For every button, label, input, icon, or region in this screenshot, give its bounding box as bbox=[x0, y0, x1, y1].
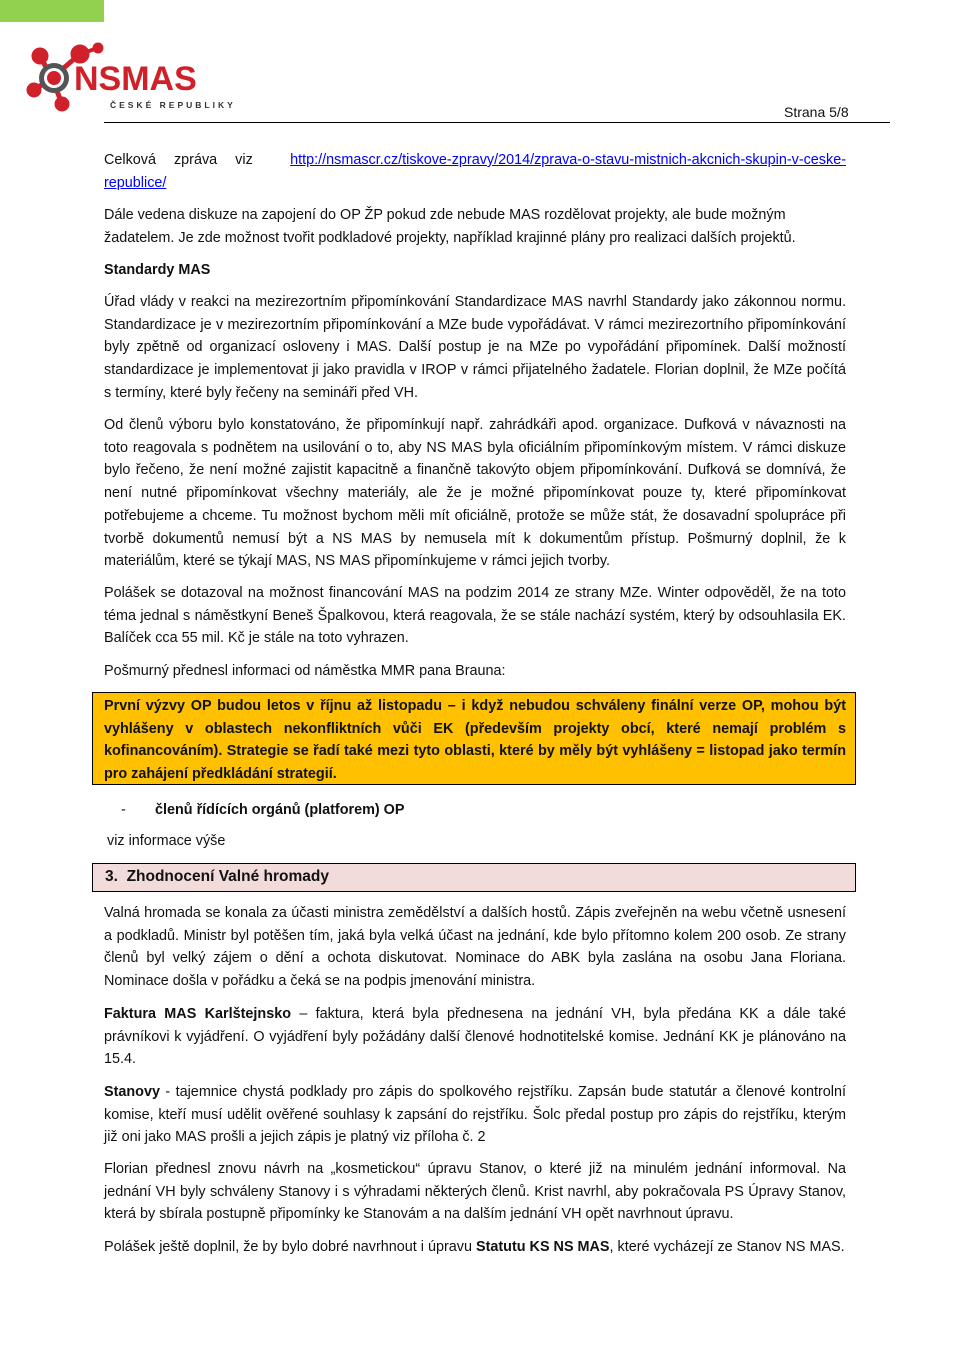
header-rule bbox=[104, 122, 890, 123]
op-zp-line-2: žadatelem. Je zde možnost tvořit podkladové projekty, například krajinné plány pro realizaci dalších projektů. bbox=[104, 229, 796, 246]
list-dash: - bbox=[121, 802, 126, 818]
standardy-paragraph-4: Pošmurný přednesl informaci od náměstka MMR pana Brauna: bbox=[104, 663, 506, 679]
florian-paragraph: Florian přednesl znovu návrh na „kosmetickou“ úpravu Stanov, o které již na minulém jednání informoval. Na jednání VH byly schváleny Stanovy i s výhradami některých členů. Krist navrhl, aby pokračovala PS Úpravy Stanov, která by sbírala postupně připomínky ke Stanovám a na dalším jednání VH opět navrhnout úpravu. bbox=[104, 1161, 846, 1223]
stanovy-paragraph bbox=[104, 1081, 846, 1149]
nsmas-logo bbox=[22, 38, 237, 116]
standardy-paragraph-2: Od členů výboru bylo konstatováno, že připomínkují např. zahrádkáři apod. organizace. Dufková v návaznosti na toto reagovala s podnětem na usilování o to, aby NS MAS byla oficiálním připomínkovým místem. V rámci diskuze bylo řečeno, že není možné zajistit kapacitně a finančně takovýto objem připomínkování. Dufková se domnívá, že není nutné připomínkovat všechny materiály, ale že je možné připomínkovat pouze ty, které připomínkovat potřebujeme a chceme. Tu možnost bychom měli mít oficiálně, protože se může stát, že dosavadní spolupráce při tvorbě dokumentů nemusí být a NS MAS by nemusela mít k dokumentům přístup. Pošmurný doplnil, že k materiálům, které se týkají MAS, NS MAS připomínkujeme v rámci jejich tvorby. bbox=[104, 417, 846, 570]
report-label: Celková zpráva viz bbox=[104, 152, 253, 168]
page-number: Strana 5/8 bbox=[784, 104, 849, 120]
list-item bbox=[121, 799, 404, 821]
list-item-text: členů řídících orgánů (platforem) OP bbox=[155, 802, 405, 818]
report-link[interactable]: http://nsmascr.cz/tiskove-zpravy/2014/zprava-o-stavu-mistnich-akcnich-skupin-v-ceske- bbox=[290, 152, 846, 168]
corner-green-tab bbox=[0, 0, 104, 22]
polasek-text-end: , které vycházejí ze Stanov NS MAS. bbox=[609, 1239, 845, 1255]
standardy-heading: Standardy MAS bbox=[104, 262, 211, 278]
op-zp-line-1: Dále vedena diskuze na zapojení do OP ŽP pokud zde nebude MAS rozdělovat projekty, ale bude možným bbox=[104, 207, 786, 223]
standardy-paragraph-3: Polášek se dotazoval na možnost financování MAS na podzim 2014 ze strany MZe. Winter odpověděl, že na toto téma jednal s náměstkyní Beneš Špalkovou, která reagovala, že se stále nachází systém, který by odsouhlasila EK. Balíček cca 55 mil. Kč je stále na toto vyhrazen. bbox=[104, 585, 846, 647]
logo-sub-text: ČESKÉ REPUBLIKY bbox=[110, 100, 236, 110]
report-link-continued[interactable]: republice/ bbox=[104, 174, 167, 191]
polasek-statut: Statutu KS NS MAS bbox=[476, 1239, 610, 1255]
stanovy-text: - tajemnice chystá podklady pro zápis do spolkového rejstříku. Zapsán bude statutár a členové kontrolní komise, kteří musí udělit ověřené souhlasy k zapsání do rejstříku. Šolc předal postup pro zápis do rejstříku, kterým již oni jako MAS prošli a jejich zápis je platný viz příloha č. 2 bbox=[104, 1084, 846, 1146]
faktura-label: Faktura MAS Karlštejnsko bbox=[104, 1006, 291, 1022]
intro-report-link-block bbox=[104, 149, 846, 194]
faktura-paragraph bbox=[104, 1003, 846, 1071]
standardy-paragraph-1: Úřad vlády v reakci na mezirezortním připomínkování Standardizace MAS navrhl Standardy jako zákonnou normu. Standardizace je v mezirezortním připomínkování a MZe bude vypořádávat. V rámci mezirezortního připomínkování byly zpětně od organizací osloveny i MAS. Další postup je na MZe po vypořádání připomínek. Další možností standardizace je implementovat ji jako pravidla v IROP v rámci přijatelného žadatele. Florian doplnil, že MZe počítá s termíny, které byly řečeny na semináři před VH. bbox=[104, 294, 846, 401]
see-above-note: viz informace výše bbox=[107, 833, 226, 849]
polasek-paragraph bbox=[104, 1236, 846, 1259]
logo-main-text: NSMAS bbox=[74, 60, 197, 98]
section-title: Zhodnocení Valné hromady bbox=[126, 868, 329, 885]
faktura-text: – faktura, která byla přednesena na jednání VH, byla předána KK a dále také právníkovi k vyjádření. O vyjádření byly požádány další členové hodnotitelské komise. Jednání KK je plánováno na 15.4. bbox=[104, 1006, 846, 1068]
section-number: 3. bbox=[105, 868, 118, 885]
highlight-text: První výzvy OP budou letos v říjnu až listopadu – i když nebudou schváleny finální verze OP, mohou být vyhlášeny v oblastech nekonfliktních vůči EK (především projekty obcí, které nemají problém s kofinancováním). Strategie se řadí také mezi tyto oblasti, které by měly být vyhlášeny = listopad jako termín pro zahájení předkládání strategií. bbox=[104, 698, 846, 783]
polasek-text-start: Polášek ještě doplnil, že by bylo dobré navrhnout i úpravu bbox=[104, 1239, 476, 1255]
valna-hromada-paragraph: Valná hromada se konala za účasti ministra zemědělství a dalších hostů. Zápis zveřejněn na webu včetně usnesení a podkladů. Ministr byl potěšen tím, jaká byla velká účast na jednání, kde bylo přítomno kolem 200 osob. Ze strany členů byl velký zájem o dění a ochota diskutovat. Nominace do ABK byla zaslána na osobu Jana Floriana. Nominace došla v pořádku a čeká se na podpis jmenování ministra. bbox=[104, 905, 846, 990]
stanovy-label: Stanovy bbox=[104, 1084, 160, 1100]
op-zp-paragraph bbox=[104, 204, 846, 249]
section-3-heading bbox=[92, 863, 856, 892]
